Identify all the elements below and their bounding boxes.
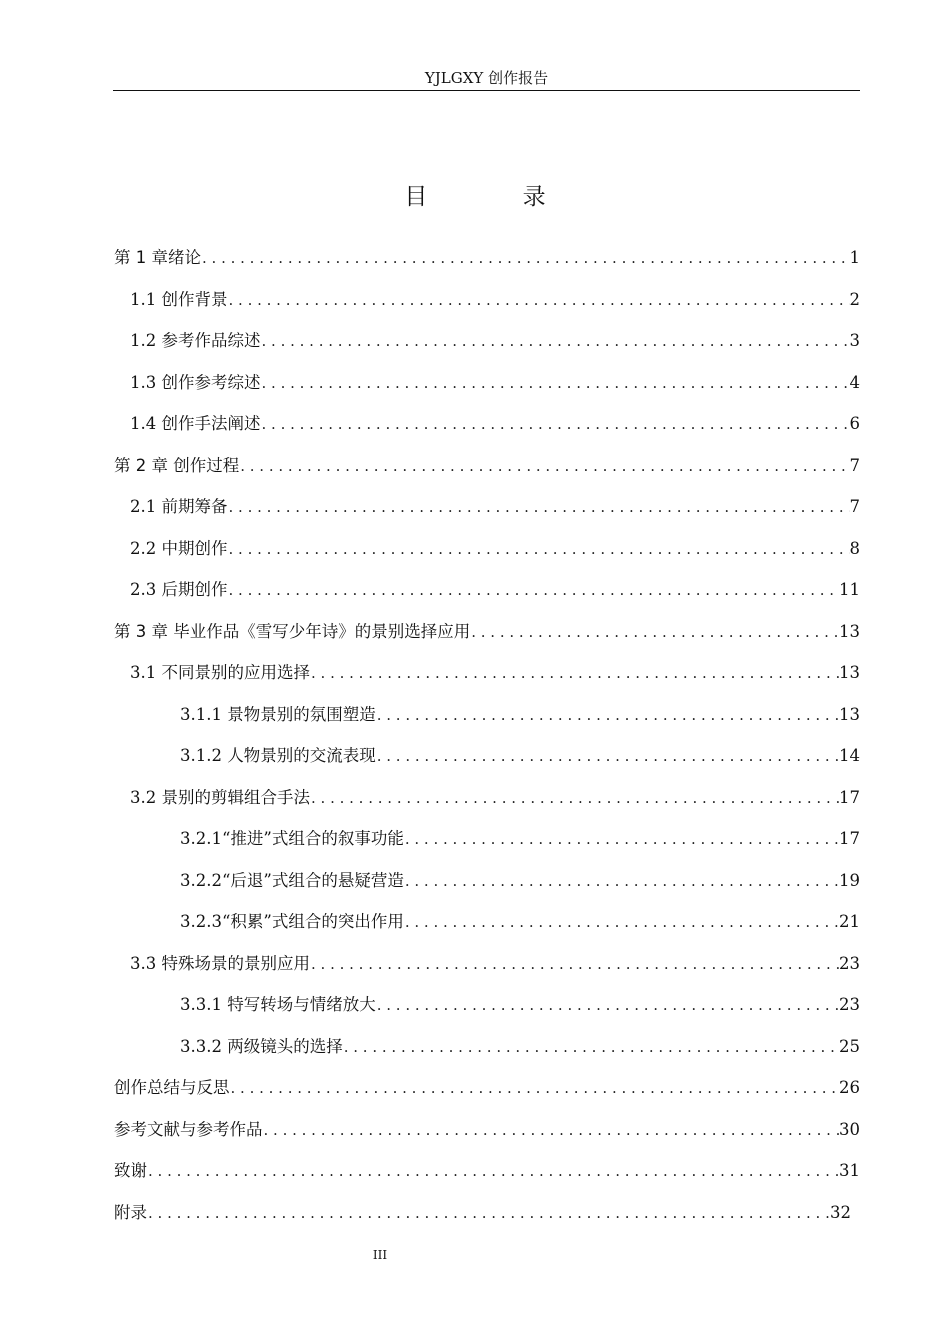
toc-entry-label: 参考文献与参考作品	[114, 1120, 263, 1139]
toc-entry-label: 2.2 中期创作	[130, 539, 228, 558]
toc-entry-page: 7	[849, 497, 860, 516]
toc-entry-label: 3.2.3“积累”式组合的突出作用	[180, 912, 404, 931]
toc-entry-page: 17	[839, 829, 860, 848]
toc-entry-page: 7	[849, 456, 860, 475]
toc-dot-leader	[310, 661, 839, 685]
toc-entry[interactable]	[130, 288, 860, 312]
toc-entry[interactable]	[114, 454, 860, 478]
toc-entry[interactable]	[180, 703, 860, 727]
toc-entry[interactable]	[130, 786, 860, 810]
toc-entry-label: 3.3.2 两级镜头的选择	[180, 1037, 343, 1056]
toc-dot-leader	[261, 412, 850, 436]
toc-entry[interactable]	[180, 827, 860, 851]
toc-dot-leader	[404, 827, 839, 851]
toc-entry-label: 3.1.2 人物景别的交流表现	[180, 746, 376, 765]
toc-entry-page: 31	[839, 1161, 860, 1180]
toc-entry-label: 附录	[114, 1203, 147, 1222]
header-rule	[113, 90, 860, 91]
toc-entry[interactable]	[114, 1159, 860, 1183]
toc-entry-page: 23	[839, 995, 860, 1014]
toc-entry[interactable]	[114, 620, 860, 644]
toc-entry[interactable]	[180, 744, 860, 768]
toc-dot-leader	[261, 371, 850, 395]
toc-entry-page: 32	[830, 1203, 851, 1222]
toc-entry-label: 1.4 创作手法阐述	[130, 414, 261, 433]
toc-entry-page: 2	[849, 290, 860, 309]
toc-entry[interactable]	[180, 993, 860, 1017]
toc-entry-page: 13	[839, 622, 860, 641]
toc-entry-page: 21	[839, 912, 860, 931]
toc-entry-page: 13	[839, 663, 860, 682]
toc-entry-page: 14	[839, 746, 860, 765]
toc-entry-label: 1.2 参考作品综述	[130, 331, 261, 350]
running-header: YJLGXY 创作报告	[424, 69, 549, 87]
toc-dot-leader	[343, 1035, 839, 1059]
toc-entry[interactable]	[114, 1118, 860, 1142]
toc-entry-page: 4	[849, 373, 860, 392]
toc-entry[interactable]	[130, 412, 860, 436]
toc-dot-leader	[376, 744, 839, 768]
toc-entry-page: 19	[839, 871, 860, 890]
toc-dot-leader	[228, 288, 850, 312]
toc-entry[interactable]	[114, 1076, 860, 1100]
page-number: III	[372, 1248, 388, 1262]
toc-entry-page: 1	[849, 248, 860, 267]
toc-dot-leader	[261, 329, 850, 353]
toc-entry-label: 3.1 不同景别的应用选择	[130, 663, 310, 682]
toc-entry-page: 26	[839, 1078, 860, 1097]
toc-title: 目 录	[404, 184, 590, 210]
toc-entry-page: 30	[839, 1120, 860, 1139]
toc-entry[interactable]	[130, 661, 860, 685]
toc-entry[interactable]	[130, 329, 860, 353]
toc-dot-leader	[310, 952, 839, 976]
toc-entry-label: 2.1 前期筹备	[130, 497, 228, 516]
toc-dot-leader	[228, 495, 850, 519]
toc-entry[interactable]	[130, 578, 860, 602]
toc-dot-leader	[376, 993, 839, 1017]
toc-entry-page: 11	[839, 580, 860, 599]
toc-entry-page: 25	[839, 1037, 860, 1056]
toc-entry-label: 1.3 创作参考综述	[130, 373, 261, 392]
toc-entry-label: 3.2.1“推进”式组合的叙事功能	[180, 829, 404, 848]
toc-entry-page: 8	[849, 539, 860, 558]
toc-entry-page: 23	[839, 954, 860, 973]
toc-entry-label: 1.1 创作背景	[130, 290, 228, 309]
toc-dot-leader	[230, 1076, 840, 1100]
toc-entry-page: 6	[849, 414, 860, 433]
toc-entry[interactable]	[130, 952, 860, 976]
toc-entry-label: 第 3 章 毕业作品《雪写少年诗》的景别选择应用	[114, 622, 471, 641]
toc-entry-page: 13	[839, 705, 860, 724]
toc-entry-label: 3.3.1 特写转场与情绪放大	[180, 995, 376, 1014]
toc-entry-page: 17	[839, 788, 860, 807]
toc-dot-leader	[404, 869, 839, 893]
toc-dot-leader	[228, 578, 840, 602]
toc-dot-leader	[404, 910, 839, 934]
toc-entry-label: 第 2 章 创作过程	[114, 456, 240, 475]
toc-entry[interactable]	[130, 537, 860, 561]
toc-entry-label: 2.3 后期创作	[130, 580, 228, 599]
toc-entry[interactable]	[180, 869, 860, 893]
toc-entry-label: 3.2 景别的剪辑组合手法	[130, 788, 310, 807]
toc-entry-label: 创作总结与反思	[114, 1078, 230, 1097]
toc-dot-leader	[147, 1201, 830, 1225]
toc-entry[interactable]	[114, 246, 860, 270]
toc-entry[interactable]	[130, 371, 860, 395]
toc-entry-label: 第 1 章绪论	[114, 248, 201, 267]
toc-dot-leader	[228, 537, 850, 561]
toc-dot-leader	[310, 786, 839, 810]
toc-dot-leader	[376, 703, 839, 727]
toc-entry[interactable]	[180, 1035, 860, 1059]
toc-dot-leader	[147, 1159, 839, 1183]
toc-entry[interactable]	[114, 1201, 851, 1225]
toc-dot-leader	[263, 1118, 840, 1142]
toc-entry-label: 3.2.2“后退”式组合的悬疑营造	[180, 871, 404, 890]
toc-dot-leader	[239, 454, 849, 478]
toc-dot-leader	[201, 246, 850, 270]
toc-entry-page: 3	[849, 331, 860, 350]
toc-entry[interactable]	[130, 495, 860, 519]
toc-entry-label: 3.3 特殊场景的景别应用	[130, 954, 310, 973]
toc-entry[interactable]	[180, 910, 860, 934]
toc-entry-label: 致谢	[114, 1161, 147, 1180]
toc-dot-leader	[470, 620, 839, 644]
toc-entry-label: 3.1.1 景物景别的氛围塑造	[180, 705, 376, 724]
